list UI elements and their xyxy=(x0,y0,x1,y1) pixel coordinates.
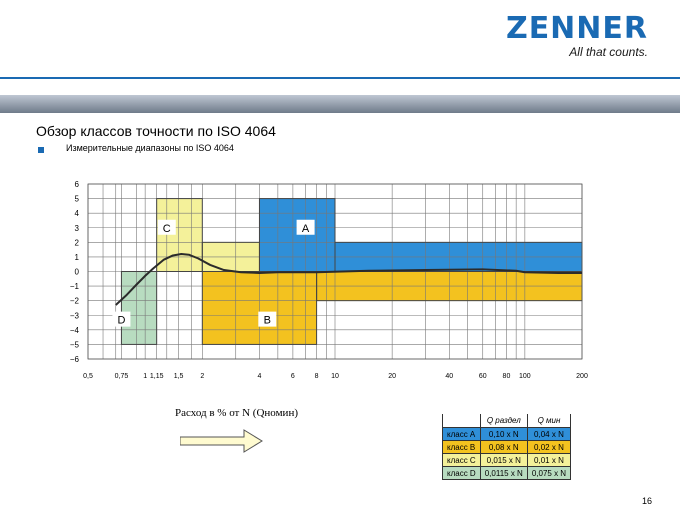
q-split-value: 0,0115 x N xyxy=(480,467,527,480)
x-tick-label: 1,5 xyxy=(173,373,184,380)
logo-brand: ZENNER xyxy=(505,11,648,46)
q-split-value: 0,08 x N xyxy=(480,441,527,454)
table-row xyxy=(443,428,571,441)
y-tick-label: −3 xyxy=(69,311,79,321)
x-tick-label: 20 xyxy=(388,373,397,380)
table-header-cell xyxy=(443,414,481,428)
y-tick-label: 2 xyxy=(74,238,79,248)
x-tick-label: 200 xyxy=(576,373,588,380)
q-min-value: 0,075 x N xyxy=(527,467,570,480)
x-tick-label: 80 xyxy=(502,373,511,380)
logo-tagline: All that counts. xyxy=(569,45,648,59)
y-tick-label: 6 xyxy=(74,180,79,189)
x-tick-label: 1 xyxy=(143,373,148,380)
y-tick-label: −5 xyxy=(69,340,79,350)
x-tick-label: 60 xyxy=(478,373,487,380)
y-tick-label: 5 xyxy=(74,194,79,204)
y-tick-label: 3 xyxy=(74,223,79,233)
class-name: класс A xyxy=(443,428,481,441)
q-min-value: 0,04 x N xyxy=(527,428,570,441)
page-number: 16 xyxy=(641,496,652,506)
q-split-value: 0,015 x N xyxy=(480,454,527,467)
class-label: D xyxy=(117,314,126,327)
table-header-cell: Q раздел xyxy=(480,414,527,428)
class-name: класс D xyxy=(443,467,481,480)
y-tick-label: −1 xyxy=(69,282,79,292)
x-tick-label: 6 xyxy=(290,373,295,380)
x-tick-label: 0,5 xyxy=(83,373,93,380)
table-row xyxy=(443,454,571,467)
x-tick-label: 1,15 xyxy=(149,373,164,380)
class-name: класс C xyxy=(443,454,481,467)
y-tick-label: −2 xyxy=(69,296,79,306)
x-tick-label: 40 xyxy=(445,373,454,380)
class-region xyxy=(259,199,335,272)
x-tick-label: 100 xyxy=(519,373,531,380)
x-tick-label: 10 xyxy=(331,373,339,380)
bullet-text: Измерительные диапазоны по ISO 4064 xyxy=(66,143,234,153)
table-row xyxy=(443,467,571,480)
x-tick-label: 4 xyxy=(257,373,262,380)
class-label: B xyxy=(263,314,271,327)
y-tick-label: −6 xyxy=(69,355,79,364)
q-min-value: 0,02 x N xyxy=(527,441,570,454)
page-title: Обзор классов точности по ISO 4064 xyxy=(36,123,276,139)
class-label: A xyxy=(301,222,310,235)
x-tick-label: 2 xyxy=(200,373,205,380)
arrow-right-icon xyxy=(180,428,265,454)
x-axis-caption: Расход в % от N (Qномин) xyxy=(175,407,298,419)
class-name: класс B xyxy=(443,441,481,454)
class-label: C xyxy=(162,222,171,235)
table-header-cell: Q мин xyxy=(527,414,570,428)
class-table xyxy=(442,414,571,480)
x-tick-label: 8 xyxy=(314,373,319,380)
table-row xyxy=(443,441,571,454)
x-tick-label: 0,75 xyxy=(114,373,129,380)
y-tick-label: 4 xyxy=(74,209,79,219)
y-tick-label: 0 xyxy=(74,267,79,277)
y-tick-label: −4 xyxy=(69,325,79,335)
q-min-value: 0,01 x N xyxy=(527,454,570,467)
q-split-value: 0,10 x N xyxy=(480,428,527,441)
y-tick-label: 1 xyxy=(74,252,79,262)
